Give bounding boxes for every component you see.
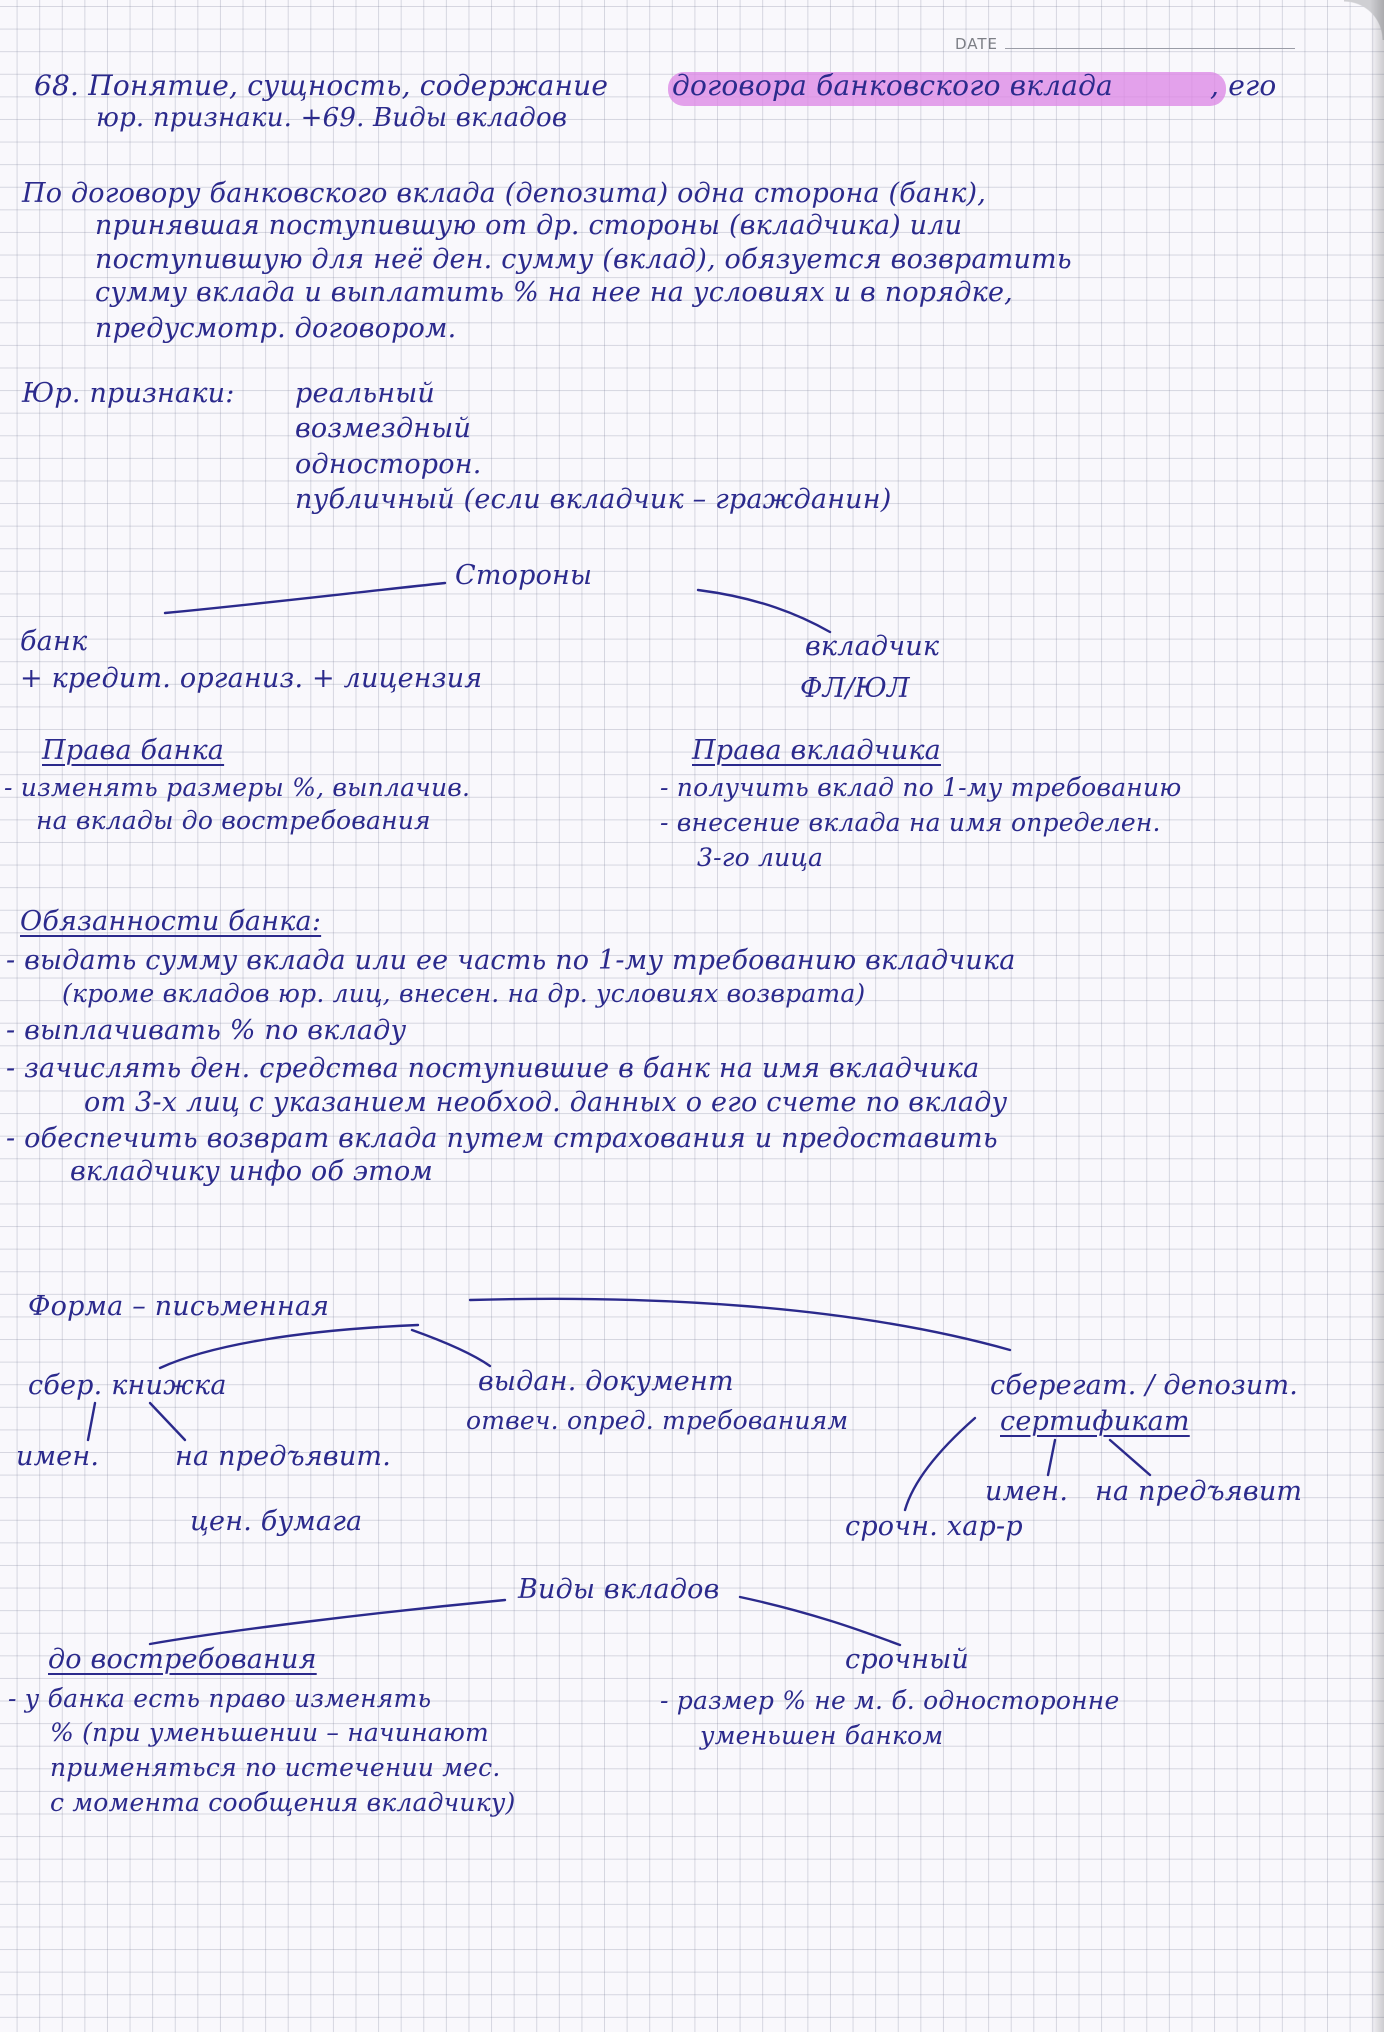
certificate-to-named [1048,1440,1055,1475]
form-certificate-bearer: на предъявит [1095,1476,1303,1507]
definition-line-3: поступившую для неё ден. сумму (вклад), обязуется возвратить [95,244,1072,275]
definition-line-4: сумму вклада и выплатить % на нее на условиях и в порядке, [95,277,1013,308]
kind-demand-item-3: применяться по истечении мес. [50,1753,501,1782]
bank-duties-line-3: - выплачивать % по вкладу [6,1015,407,1046]
party-bank-note: + кредит. организ. + лицензия [20,663,483,694]
certificate-to-bearer [1110,1440,1150,1475]
definition-line-5: предусмотр. договором. [95,313,457,344]
parties-title: Стороны [455,560,593,591]
bank-duties-title: Обязанности банка: [20,906,322,937]
feature-item-2: возмездный [295,413,472,444]
form-line-to-savings-book [160,1325,418,1368]
bank-rights-item-2: на вклады до востребования [36,806,431,835]
form-certificate-line-1: сберегат. / депозит. [990,1370,1299,1401]
title-line-1-end: , его [1210,69,1277,102]
kind-term-item-2: уменьшен банком [700,1721,944,1750]
title-line-2: юр. признаки. +69. Виды вкладов [96,103,568,133]
form-document-note: отвеч. опред. требованиям [466,1406,849,1435]
kind-demand-item-1: - у банка есть право изменять [8,1684,432,1713]
bank-duties-line-5: от 3-х лиц с указанием необход. данных о его счете по вкладу [84,1087,1008,1118]
form-savings-book: сбер. книжка [28,1370,227,1401]
feature-item-1: реальный [295,378,436,409]
definition-line-1: По договору банковского вклада (депозита) одна сторона (банк), [22,178,987,209]
form-line-to-document [412,1330,490,1366]
date-label: DATE [955,35,999,53]
kind-term: срочный [845,1644,970,1675]
definition-line-2: принявшая поступившую от др. стороны (вкладчика) или [95,210,963,241]
kind-demand-item-4: с момента сообщения вкладчику) [50,1788,516,1817]
depositor-rights-title: Права вкладчика [692,735,941,766]
party-depositor: вкладчик [805,631,940,662]
kinds-line-to-demand [150,1600,505,1644]
savings-book-to-named [88,1403,95,1440]
depositor-rights-item-1: - получить вклад по 1-му требованию [660,773,1182,802]
features-label: Юр. признаки: [22,378,235,409]
kind-term-item-1: - размер % не м. б. односторонне [660,1686,1120,1715]
certificate-to-urgent [905,1418,975,1510]
bank-rights-title: Права банка [42,735,225,766]
parties-line-to-bank [165,583,445,613]
bank-duties-line-4: - зачислять ден. средства поступившие в банк на имя вкладчика [6,1053,980,1084]
kinds-title: Виды вкладов [518,1574,720,1605]
form-line-top [470,1299,1010,1350]
title-line-1-start: 68. Понятие, сущность, содержание [34,69,609,102]
bank-duties-line-7: вкладчику инфо об этом [70,1156,434,1187]
kind-demand-item-2: % (при уменьшении – начинают [50,1718,489,1747]
bank-duties-line-1: - выдать сумму вклада или ее часть по 1-му требованию вкладчика [6,945,1016,976]
party-bank: банк [20,626,88,657]
depositor-rights-item-3: 3-го лица [697,843,824,872]
form-security: цен. бумага [190,1506,363,1537]
form-title: Форма – письменная [28,1291,330,1322]
kinds-line-to-term [740,1597,900,1645]
savings-book-to-bearer [150,1403,185,1440]
form-savings-named: имен. [16,1441,100,1472]
title-highlighted-phrase: договора банковского вклада [672,69,1113,102]
form-savings-bearer: на предъявит. [175,1441,391,1472]
kind-demand: до востребования [48,1644,317,1675]
bank-rights-item-1: - изменять размеры %, выплачив. [4,773,471,802]
form-urgent-nature: срочн. хар-р [845,1511,1023,1542]
feature-item-4: публичный (если вкладчик – гражданин) [295,484,892,515]
bank-duties-line-2: (кроме вкладов юр. лиц, внесен. на др. условиях возврата) [62,979,866,1008]
form-certificate-named: имен. [985,1476,1069,1507]
party-depositor-note: ФЛ/ЮЛ [800,673,910,704]
form-certificate-line-2: сертификат [1000,1406,1190,1437]
parties-line-to-depositor [698,590,830,632]
form-issued-document: выдан. документ [478,1366,734,1397]
bank-duties-line-6: - обеспечить возврат вклада путем страхования и предоставить [6,1123,998,1154]
feature-item-3: односторон. [295,449,482,480]
depositor-rights-item-2: - внесение вклада на имя определен. [660,808,1161,837]
